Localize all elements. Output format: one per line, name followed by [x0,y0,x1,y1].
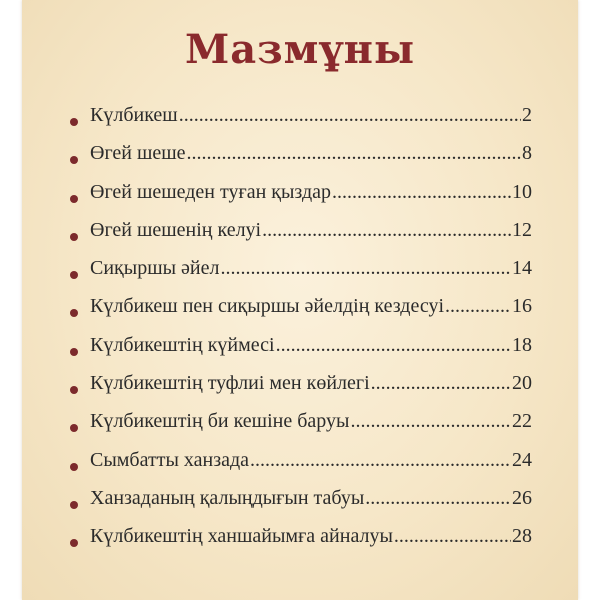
bullet-icon [70,195,78,203]
toc-entry-title: Сиқыршы әйел [90,257,220,280]
toc-entry-page-number: 8 [522,142,532,165]
dot-leader [276,334,511,357]
toc-entry-page-number: 18 [512,333,532,356]
dot-leader [350,410,511,433]
toc-entry-page-number: 14 [512,257,532,280]
dot-leader [394,525,511,548]
book-page [22,0,578,600]
toc-entry-page-number: 28 [512,525,532,548]
toc-entry [70,295,532,333]
toc-entry-page-number: 2 [522,104,532,126]
bullet-icon [70,118,78,126]
dot-leader [250,449,511,472]
toc-entry-title: Күлбикештің би кешіне баруы [90,410,350,433]
toc-entry-title: Сымбатты ханзада [90,448,250,471]
table-of-contents [70,104,532,564]
page-title: Мазмұны [184,26,416,73]
bullet-icon [70,271,78,279]
toc-entry [70,219,532,257]
toc-entry-page-number: 26 [512,486,532,509]
dot-leader [445,295,511,318]
toc-entry-title: Өгей шешенің келуі [90,218,262,241]
toc-entry-title: Күлбикеш [90,104,178,126]
bullet-icon [70,501,78,509]
bullet-icon [70,463,78,471]
toc-entry-title: Өгей шеше [90,142,186,165]
toc-entry-title: Күлбикештің туфлиі мен көйлегі [90,372,370,395]
toc-entry-page-number: 20 [512,372,532,395]
dot-leader [187,142,521,165]
toc-entry-title: Күлбикеш пен сиқыршы әйелдің кездесуі [90,295,445,318]
bullet-icon [70,539,78,547]
toc-entry-title: Күлбикештің ханшайымға айналуы [90,525,393,548]
toc-entry-page-number: 10 [512,180,532,203]
bullet-icon [70,156,78,164]
bullet-icon [70,424,78,432]
bullet-icon [70,309,78,317]
toc-entry [70,257,532,295]
dot-leader [220,257,511,280]
toc-entry [70,142,532,180]
dot-leader [365,487,511,510]
dot-leader [262,219,511,242]
toc-entry [70,449,532,487]
bullet-icon [70,348,78,356]
toc-entry [70,410,532,448]
toc-entry-page-number: 12 [512,218,532,241]
dot-leader [371,372,511,395]
dot-leader [332,181,511,204]
bullet-icon [70,386,78,394]
toc-entry-page-number: 24 [512,448,532,471]
toc-entry-page-number: 16 [512,295,532,318]
toc-entry-page-number: 22 [512,410,532,433]
toc-entry-title: Өгей шешеден туған қыздар [90,180,332,203]
toc-entry-title: Ханзаданың қалыңдығын табуы [90,486,365,509]
dot-leader [179,104,521,127]
toc-entry-title: Күлбикештің күймесі [90,333,275,356]
toc-entry [70,372,532,410]
bullet-icon [70,233,78,241]
toc-entry [70,104,532,142]
toc-entry [70,181,532,219]
toc-entry [70,487,532,525]
toc-entry [70,334,532,372]
toc-entry [70,525,532,563]
